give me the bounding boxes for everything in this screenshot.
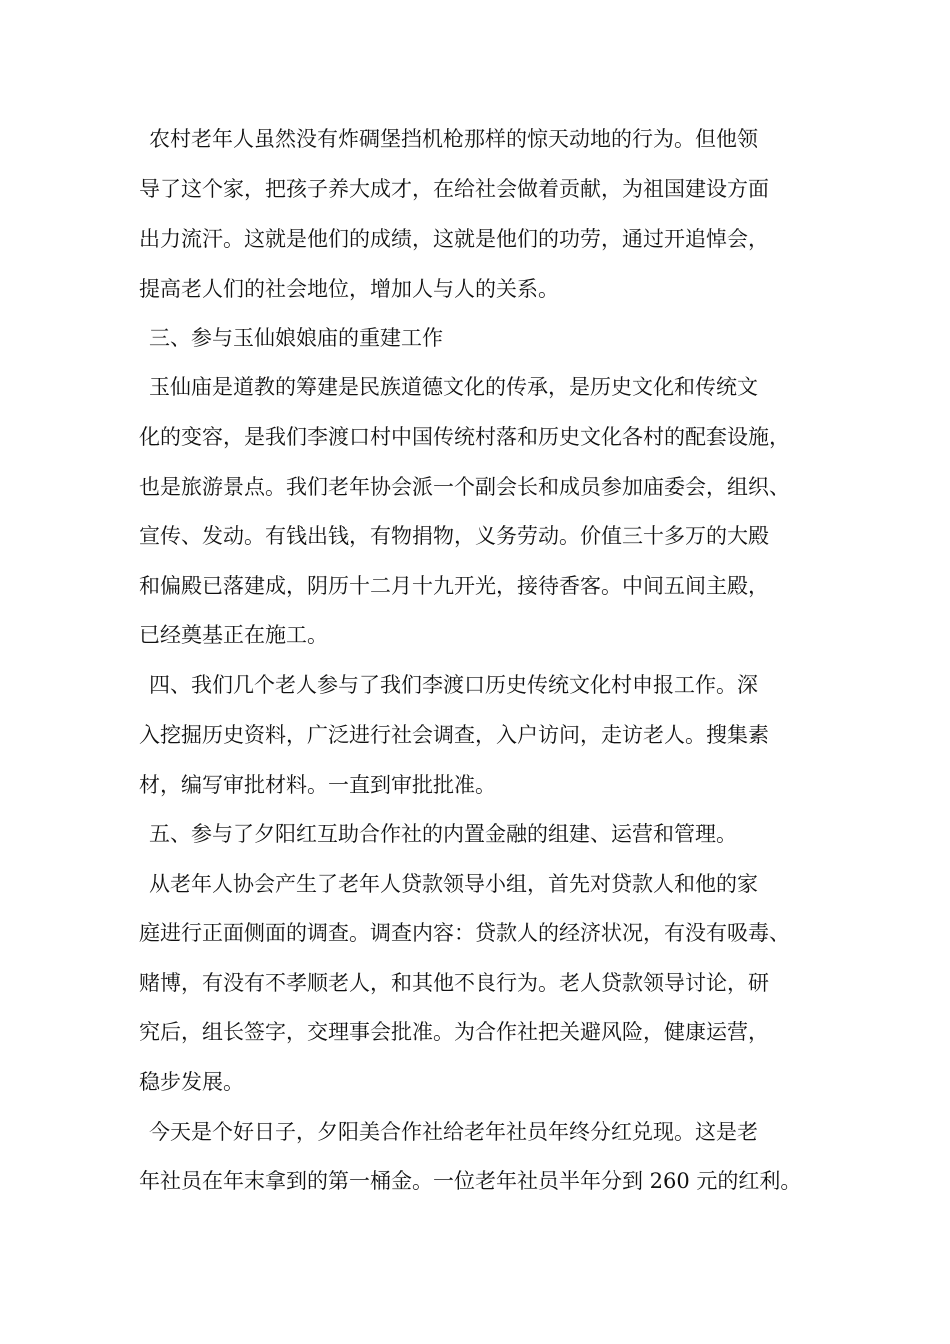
- paragraph-line: 年社员在年末拿到的第一桶金。一位老年社员半年分到 260 元的红利。: [139, 1169, 802, 1193]
- paragraph-line: 究后，组长签字，交理事会批准。为合作社把关避风险，健康运营，: [139, 1020, 769, 1044]
- paragraph-line: 入挖掘历史资料，广泛进行社会调查，入户访问，走访老人。搜集素: [139, 723, 769, 747]
- paragraph-line: 提高老人们的社会地位，增加人与人的关系。: [139, 277, 559, 301]
- paragraph-line: 导了这个家，把孩子养大成才，在给社会做着贡献，为祖国建设方面: [139, 177, 769, 201]
- paragraph-line: 今天是个好日子，夕阳美合作社给老年社员年终分红兑现。这是老: [149, 1120, 758, 1144]
- paragraph-line: 出力流汗。这就是他们的成绩，这就是他们的功劳，通过开追悼会，: [139, 227, 769, 251]
- paragraph-line: 稳步发展。: [139, 1070, 244, 1094]
- section-heading: 三、参与玉仙娘娘庙的重建工作: [149, 326, 443, 350]
- paragraph-line: 已经奠基正在施工。: [139, 623, 328, 647]
- paragraph-line: 农村老年人虽然没有炸碉堡挡机枪那样的惊天动地的行为。但他领: [149, 127, 758, 151]
- paragraph-line: 庭进行正面侧面的调查。调查内容：贷款人的经济状况，有没有吸毒、: [139, 921, 790, 945]
- paragraph-line: 从老年人协会产生了老年人贷款领导小组，首先对贷款人和他的家: [149, 872, 758, 896]
- paragraph-line: 也是旅游景点。我们老年协会派一个副会长和成员参加庙委会，组织、: [139, 475, 790, 499]
- paragraph-line: 和偏殿已落建成，阴历十二月十九开光，接待香客。中间五间主殿，: [139, 574, 769, 598]
- paragraph-line: 赌博，有没有不孝顺老人，和其他不良行为。老人贷款领导讨论，研: [139, 971, 769, 995]
- paragraph-line: 宣传、发动。有钱出钱，有物捐物，义务劳动。价值三十多万的大殿: [139, 524, 769, 548]
- paragraph-line: 材，编写审批材料。一直到审批批准。: [139, 773, 496, 797]
- section-heading: 四、我们几个老人参与了我们李渡口历史传统文化村申报工作。深: [149, 673, 758, 697]
- paragraph-line: 化的变容，是我们李渡口村中国传统村落和历史文化各村的配套设施，: [139, 425, 790, 449]
- section-heading: 五、参与了夕阳红互助合作社的内置金融的组建、运营和管理。: [149, 822, 737, 846]
- paragraph-line: 玉仙庙是道教的筹建是民族道德文化的传承，是历史文化和传统文: [149, 375, 758, 399]
